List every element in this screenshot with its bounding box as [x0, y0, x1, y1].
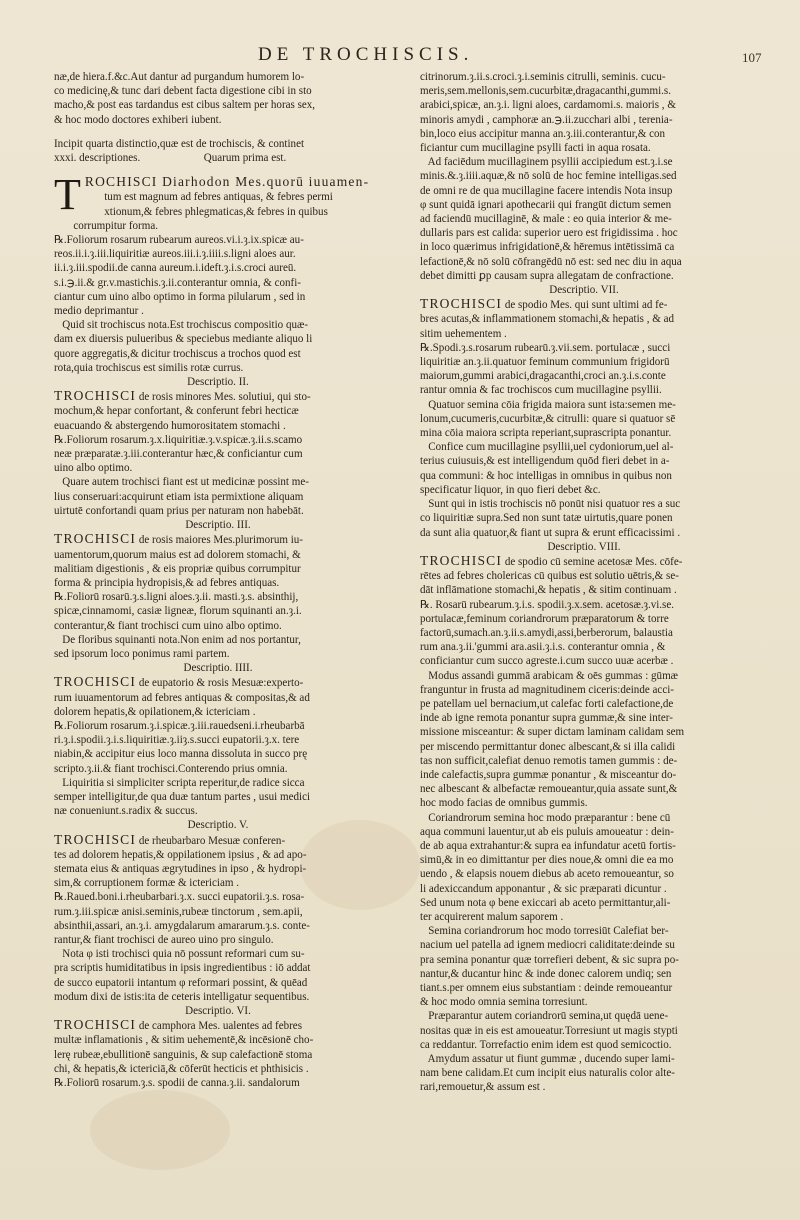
text-line: Modus assandi gummā arabicam & oēs gummas : gūmæ	[420, 669, 679, 682]
text-line: da sunt alia quatuor,& fiant ut supra & erunt efficacissimi .	[420, 526, 681, 539]
descriptio-heading: Descriptio. II.	[187, 376, 249, 389]
text-line: modum dixi de istis:ita de ceteris intelligatur sequentibus.	[54, 990, 310, 1003]
recipe-heading-text: de camphora Mes. ualentes ad febres	[136, 1020, 303, 1033]
text-line: lius conseruari:acquirunt etiam ista permixtione aliquam	[54, 490, 304, 503]
text-line: forma & principia hydropisis,& ad febres antiquas.	[54, 576, 280, 589]
text-line: portulacæ,feminum coriandrorum præparatorum & torre	[420, 612, 669, 625]
text-line: bres acutas,& inflammationem stomachi,& hepatis , & ad	[420, 313, 675, 326]
text-line: nantur,& ducantur hinc & inde donec calorem undiq; sen	[420, 967, 672, 980]
paragraph-gap	[54, 127, 382, 137]
text-line: debet dimitti ꝑp causam supra allegatam de confractione.	[420, 269, 674, 282]
text-line: ii.i.ȝ.iii.spodii.de canna aureum.i.ideft.ȝ.i.s.croci aureū.	[54, 262, 297, 275]
text-line: aqua communi lauentur,ut ab eis puluis amoueatur : dein-	[420, 825, 674, 838]
text-line: mina cōia maiora scripta reperiant,suprascripta ponantur.	[420, 427, 672, 440]
text-line: maiorum,gummi arabici,dragacanthi,croci an.ȝ.i.s.conte	[420, 370, 666, 383]
text-line: nositas quæ in eis est amoueatur.Torresiunt ut magis stypti	[420, 1024, 678, 1037]
text-line: rētes ad febres cholericas cū quibus est solutio uētris,& se-	[420, 570, 679, 583]
text-line: ℞. Rosarū rubearum.ȝ.i.s. spodii.ȝ.x.sem. acetosæ.ȝ.vi.se.	[420, 598, 675, 611]
text-line: minoris amydi , camphoræ an.℈.ii.zucchari albi , terenia-	[420, 113, 673, 126]
text-line: Præparantur autem coriandrorū semina,ut quędā uene-	[420, 1010, 669, 1023]
text-line: sim,& corruptionem formæ & ictericiam .	[54, 877, 239, 890]
text-line: lerę rubeæ,ebullitionē sanguinis, & sup calefactionē stoma	[54, 1048, 313, 1061]
text-line: meris,sem.mellonis,sem.cucurbitæ,dragacanthi,gummi.s.	[420, 85, 671, 98]
descriptio-heading: Descriptio. IIII.	[183, 662, 253, 675]
text-line: mochum,& hepar confortant, & conferunt febri hecticæ	[54, 405, 299, 418]
text-line: dullaris pars est calida: superior uero est frigidissima . hoc	[420, 227, 678, 240]
text-line: ℞.Foliorū rosarum.ȝ.s. spodii de canna.ȝ.ii. sandalorum	[54, 1077, 300, 1090]
trochisci-lead: TROCHISCI	[54, 831, 137, 847]
recipe-heading-text: de rosis maiores Mes.plurimorum iu-	[136, 534, 303, 547]
text-line: Quare autem trochisci fiant est ut medicinæ possint me-	[54, 476, 309, 489]
text-line: ℞.Foliorū rosarū.ȝ.s.ligni aloes.ȝ.ii. masti.ȝ.s. absinthij,	[54, 591, 299, 604]
text-line: ficiantur cum mucillagine psylli facti in aqua rosata.	[420, 142, 651, 155]
text-line: de omni re de qua mucillagine facere intendis Nota insup	[420, 184, 673, 197]
text-line: Quatuor semina cōia frigida maiora sunt ista:semen me-	[420, 398, 676, 411]
text-line: næ conueniunt.s.radix & succus.	[54, 805, 198, 818]
text-line: multæ inflamationis , & sitim uehementē,& incēsionē cho-	[54, 1034, 314, 1047]
text-line: malitiam digestionis , & eis propriæ quibus corrumpitur	[54, 562, 301, 575]
text-line: Sed unum nota φ bene exiccari ab aceto permittantur,ali-	[420, 896, 671, 909]
text-line: xtionum,& febres phlegmaticas,& febres in quibus	[84, 205, 328, 218]
text-line: Nota φ isti trochisci quia nō possunt reformari cum su-	[54, 948, 305, 961]
text-line: rum iuuamentorum ad febres antiquas & compositas,& ad	[54, 691, 310, 704]
text-line: franguntur in frusta ad magnitudinem ciceris:deinde acci-	[420, 683, 674, 696]
text-line: de succo eupatorii intantum φ reformari possint, & quēad	[54, 976, 308, 989]
running-head: DE TROCHISCIS.	[258, 44, 474, 65]
text-line: & hoc modo omnia semina torresiunt.	[420, 996, 588, 1009]
text-line: terius cuiusuis,& est intelligendum quōd fieri debet in a-	[420, 455, 670, 468]
text-line: spicæ,cinnamomi, casiæ ligneæ, florum squinanti an.ȝ.i.	[54, 605, 302, 618]
text-line: scripto.ȝ.ii.& fiant trochisci.Conterendo prius omnia.	[54, 762, 288, 775]
trochisci-lead: TROCHISCI	[420, 296, 503, 312]
text-line: Liquiritia si simpliciter scripta reperitur,de radice sicca	[54, 776, 305, 789]
text-line: citrinorum.ȝ.ii.s.croci.ȝ.i.seminis citrulli, seminis. cucu-	[420, 71, 666, 83]
text-line: dam ex diuersis pulueribus & speciebus mediante aliquo li	[54, 333, 313, 346]
text-line: rum.ȝ.iii.spicæ anisi.seminis,rubeæ tinctorum , sem.apii,	[54, 905, 303, 918]
recipe-heading-line	[420, 554, 748, 569]
recipe-heading-text: de rheubarbaro Mesuæ conferen-	[136, 834, 286, 847]
text-line: liquiritiæ an.ȝ.ii.quatuor feminum communium frigidorū	[420, 356, 670, 369]
text-line: Semina coriandrorum hoc modo torresiūt Calefiat ber-	[420, 925, 669, 938]
text-line: Incipit quarta distinctio,quæ est de trochiscis, & continet	[54, 137, 305, 150]
text-line: næ,de hiera.f.&c.Aut dantur ad purgandum humorem lo-	[54, 71, 305, 83]
text-line: s.i.℈.ii.& gr.v.mastichis.ȝ.ii.conterantur omnia, & confi-	[54, 276, 301, 289]
text-line: sed ipsorum loco ponimus rami partem.	[54, 647, 230, 660]
text-line: ℞.Foliorum rosarum.ȝ.i.spicæ.ȝ.iii.rauedseni.i.rheubarbā	[54, 719, 305, 732]
page-header	[0, 44, 800, 66]
first-recipe-heading: ROCHISCI Diarhodon Mes.quorū iuuamen-	[84, 174, 370, 190]
trochisci-lead: TROCHISCI	[54, 388, 137, 404]
descriptio-heading: Descriptio. V.	[187, 819, 249, 832]
text-line: co medicinę,& tunc dari debent facta digestione cibi in sto	[54, 85, 312, 98]
text-line: ℞.Spodi.ȝ.s.rosarum rubearū.ȝ.vii.sem. portulacæ , succi	[420, 341, 671, 354]
text-line: tiant.s.per omnem eius substantiam : deinde remoueantur	[420, 982, 673, 994]
right-text-column	[420, 70, 748, 1095]
text-line: tes ad dolorem hepatis,& oppilationem ipsius , & ad apo-	[54, 848, 307, 861]
text-line: lonum,cucumeris,cucurbitæ,& citrulli: quare si quatuor sē	[420, 412, 676, 425]
text-line: inde calefactis,supra gummæ ponantur , & misceantur do-	[420, 768, 677, 781]
text-line: chi, & hepatis,& ictericiā,& cōferūt hecticis et phthisicis .	[54, 1062, 309, 1075]
recipe-heading-line	[420, 297, 748, 312]
text-line: dāt inflāmatione stomachi,& hepatis , & sitim continuam .	[420, 584, 677, 597]
text-line: uirtutē confortandi quam prius per naturam non habebāt.	[54, 504, 304, 517]
text-line: inde ab igne remota ponantur supra gummæ,& sine inter-	[420, 712, 673, 725]
recipe-heading-line	[54, 675, 382, 690]
text-line: nam bene calidam.Et cum incipit eius naturalis color alte-	[420, 1067, 675, 1080]
text-line: li adexiccandum apponantur , & sic præparati dicuntur .	[420, 882, 667, 895]
text-line: tas non sufficit,calefiat denuo remotis tamen gummis : de-	[420, 754, 678, 767]
text-line: uendo , & elapsis nouem diebus ab aceto remoueantur, so	[420, 868, 674, 881]
left-text-column	[54, 70, 382, 1090]
text-line: ter acquirerent malum saporem .	[420, 910, 564, 923]
text-line: ri.ȝ.i.spodii.ȝ.i.s.liquiritiæ.ȝ.iiȝ.s.succi eupatorii.ȝ.x. tere	[54, 734, 300, 747]
text-line: ciantur cum uino albo optimo in forma pilularum , sed in	[54, 290, 306, 303]
text-line: specificatur liquor, in quo fieri debet &c.	[420, 483, 601, 496]
text-line: pe patellam uel bernacium,ut calefac forti calefactione,de	[420, 697, 674, 710]
text-line: dolorem hepatis,& opilationem,& ictericiam .	[54, 705, 256, 718]
text-line: conficiantur cum succo agreste.i.cum succo uuæ acerbæ .	[420, 655, 674, 668]
text-line: per miscendo permittantur donec albescant,& si illa calidi	[420, 740, 676, 753]
text-line: neæ præparatæ.ȝ.iii.conterantur hæc,& conficiantur cum	[54, 448, 303, 461]
text-line: semper intelligitur,de qua duæ tantum partes , usui medici	[54, 790, 311, 803]
text-line: Ad faciēdum mucillaginem psyllii accipiedum est.ȝ.i.se	[420, 156, 673, 169]
text-line: nec albescant & albefactæ remoueantur,quia assate sunt,&	[420, 783, 678, 796]
text-line: nacium uel patella ad ignem mediocri caliditate:deinde su	[420, 939, 675, 952]
text-line: qua communi: & hoc intelligas in omnibus in quibus non	[420, 469, 672, 482]
text-line: ca reddantur. Torrefactio enim idem est quod semicoctio.	[420, 1038, 672, 1051]
text-line: ℞.Foliorum rosarum rubearum aureos.vi.i.ȝ.ix.spicæ au-	[54, 234, 304, 247]
text-line: De floribus squinanti nota.Non enim ad nos portantur,	[54, 633, 301, 646]
text-line: macho,& post eas tardandus est cibus saltem per horas sex,	[54, 99, 316, 112]
text-line: Confice cum mucillagine psyllii,uel cydoniorum,uel al-	[420, 441, 674, 454]
text-line: φ sunt quidā ignari apothecarii qui frangūt dictum semen	[420, 198, 672, 211]
text-line: medio deprimantur .	[54, 305, 144, 318]
text-line: pra semina ponantur quæ torrefieri debent, & sic supra po-	[420, 953, 679, 966]
text-line: ℞.Foliorum rosarum.ȝ.x.liquiritiæ.ȝ.v.spicæ.ȝ.ii.s.scamo	[54, 433, 303, 446]
text-line: in loco quærimus infrigidationē,& hēremus intētissimā ca	[420, 241, 675, 254]
recipe-heading-line	[54, 389, 382, 404]
text-line: lefactionē,& nō solū cōfrangēdū nō est: sed nec diu in aqua	[420, 255, 682, 268]
text-line: quore aggregatis,& dicitur trochiscus a trochos quod est	[54, 347, 301, 360]
text-line: rum ana.ȝ.ii.'gummi ara.asii.ȝ.i.s. conterantur omnia , &	[420, 641, 666, 654]
text-line: uino albo optimo.	[54, 462, 133, 475]
text-line: factorū,sumach.an.ȝ.ii.s.amydi,assi,berberorum, balaustia	[420, 626, 673, 639]
recipe-heading-line	[54, 833, 382, 848]
text-line: xxxi. descriptiones. Quarum prima est.	[54, 152, 287, 165]
descriptio-heading: Descriptio. VIII.	[547, 540, 621, 553]
trochisci-lead: TROCHISCI	[420, 552, 503, 568]
text-line: stemata eius & antiquas ægrytudines in ipso , & hydropi-	[54, 862, 307, 875]
text-line: Quid sit trochiscus nota.Est trochiscus compositio quæ-	[54, 319, 309, 332]
recipe-heading-line	[54, 1018, 382, 1033]
text-line: Sunt qui in istis trochiscis nō ponūt nisi quatuor res a suc	[420, 498, 681, 511]
drop-capital: T	[54, 170, 81, 220]
text-line: co liquiritiæ supra.Sed non sunt tatæ uirtutis,quare ponen	[420, 512, 673, 525]
text-line: rantur,& fiant trochisci de aureo uino pro singulo.	[54, 933, 274, 946]
text-line: missione misceantur: & super dictam laminam calidam sem	[420, 726, 685, 739]
text-line: Amydum assatur ut fiunt gummæ , ducendo super lami-	[420, 1053, 675, 1066]
recipe-heading-text: de spodio cū semine acetosæ Mes. cōfe-	[502, 555, 683, 568]
trochisci-lead: TROCHISCI	[54, 1017, 137, 1033]
text-line: arabici,spicæ, an.ȝ.i. ligni aloes, cardamomi.s. maioris , &	[420, 99, 676, 112]
text-line: ad faciendū mucillaginē, & male : eo quia interior & me-	[420, 213, 672, 226]
text-line: rari,remouetur,& assum est .	[420, 1081, 546, 1094]
text-line: reos.ii.i.ȝ.iii.liquiritiæ aureos.iii.i.ȝ.iiii.s.ligni aloes aur.	[54, 248, 296, 261]
text-line: rota,quia trochiscus est similis rotæ currus.	[54, 361, 244, 374]
text-line: euacuando & abstergendo humorositatem stomachi .	[54, 419, 286, 432]
text-line: rantur omnia & fac trochiscos cum mucillagine psyllii.	[420, 384, 662, 397]
recipe-heading-text: de spodio Mes. qui sunt ultimi ad fe-	[502, 299, 668, 312]
text-line: niabin,& accipitur eius loco manna dissoluta in succo prę	[54, 748, 308, 761]
text-line: bin,loco eius accipitur manna an.ȝ.iii.conterantur,& con	[420, 127, 666, 140]
text-line: minis.&.ȝ.iiii.aquæ,& nō solū de hoc femine intelligas.sed	[420, 170, 677, 183]
text-line: pra scriptis humiditatibus in ipsis ingredientibus : iō addat	[54, 962, 311, 975]
trochisci-lead: TROCHISCI	[54, 531, 137, 547]
text-line: & hoc modo doctores exhiberi iubent.	[54, 113, 222, 126]
trochisci-lead: TROCHISCI	[54, 674, 137, 690]
text-line: Coriandrorum semina hoc modo præparantur : bene cū	[420, 811, 671, 824]
text-line: sitim uehementem .	[420, 327, 507, 340]
page-number: 107	[742, 50, 762, 65]
text-line: tum est magnum ad febres antiquas, & febres permi	[84, 191, 333, 204]
recipe-heading-text: de rosis minores Mes. solutiui, qui sto-	[136, 391, 311, 404]
recipe-heading-text: de eupatorio & rosis Mesuæ:experto-	[136, 677, 304, 690]
text-line: corrumpitur forma.	[54, 219, 158, 232]
text-line: absinthii,assari, an.ȝ.i. amygdalarum amararum.ȝ.s. conte-	[54, 919, 310, 932]
text-line: uamentorum,quorum maius est ad dolorem stomachi, &	[54, 548, 301, 561]
descriptio-heading: Descriptio. III.	[185, 519, 251, 532]
descriptio-heading: Descriptio. VI.	[185, 1005, 251, 1017]
text-line: hoc modo facias de omnibus gummis.	[420, 797, 588, 810]
text-line: ℞.Raued.boni.i.rheubarbari.ȝ.x. succi eupatorii.ȝ.s. rosa-	[54, 891, 305, 904]
descriptio-heading: Descriptio. VII.	[549, 284, 619, 297]
text-line: simū,& in eo dimittantur per dies noue,& omni die ea mo	[420, 854, 674, 867]
text-line: de ab aqua extrahantur:& supra ea infundatur acetū fortis-	[420, 839, 676, 852]
text-line: conterantur,& fiant trochisci cum uino albo optimo.	[54, 619, 282, 632]
recipe-heading-line	[54, 532, 382, 547]
